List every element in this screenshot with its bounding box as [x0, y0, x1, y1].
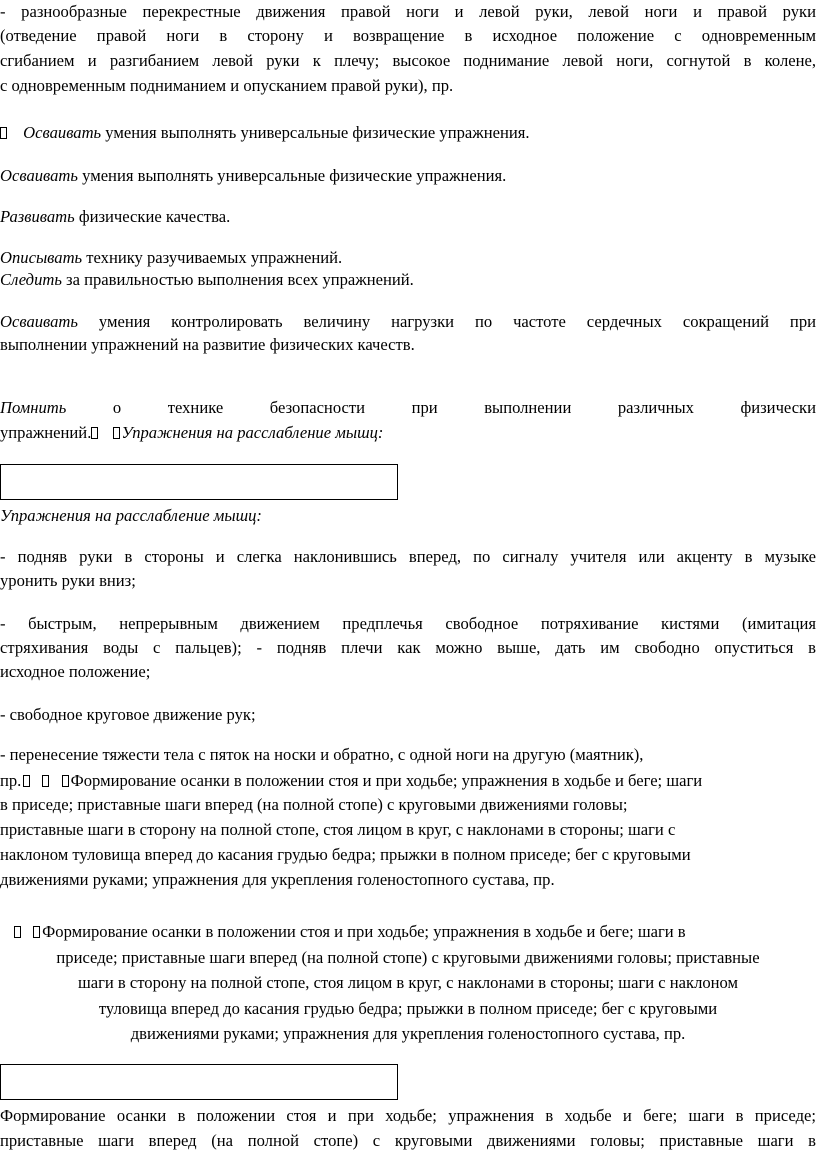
list-item-line: исходное положение; — [0, 662, 151, 681]
list-item-line: стряхивания воды с пальцев); - подняв плечи как можно выше, дать им свободно опуститься в — [0, 638, 816, 657]
objective-text: технику разучиваемых упражнений. — [82, 248, 343, 267]
missing-glyph-icon — [62, 775, 69, 787]
paragraph-line: сгибанием и разгибанием левой руки к плечу; высокое подниманиe левой ноги, согнутой в колене, — [0, 51, 816, 70]
list-item-text: Формирование осанки в положении стоя и при ходьбе; упражнения в ходьбе и беге; шаги — [70, 771, 703, 790]
list-item-line: в приседе; приставные шаги вперед (на полной стопе) с круговыми движениями головы; — [0, 795, 628, 814]
missing-glyph-icon — [113, 427, 120, 439]
objective-verb: Следить — [0, 270, 62, 289]
paragraph-line: (отведение правой ноги в сторону и возвращение в исходное положение с одновременным — [0, 26, 816, 45]
list-item-line: - быстрым, непрерывным движением предплечья свободное потряхивание кистями (имитация — [0, 614, 816, 633]
centered-line: приседе; приставные шаги вперед (на полной стопе) с круговыми движениями головы; приставные — [56, 948, 760, 967]
list-item-line: наклоном туловища вперед до касания грудью бедра; прыжки в полном приседе; бег с круговыми — [0, 845, 691, 864]
objective-verb: Описывать — [0, 248, 83, 267]
objective-line: выполнении упражнений на развитие физических качеств. — [0, 335, 415, 354]
missing-glyph-icon — [23, 775, 30, 787]
objective-line — [0, 205, 816, 229]
list-item-line: приставные шаги в сторону на полной стопе, стоя лицом в круг, с наклонами в стороны; шаги с — [0, 820, 676, 839]
list-item-line: уронить руки вниз; — [0, 571, 136, 590]
objective-verb: Осваивать — [0, 166, 78, 185]
objective-line — [0, 310, 816, 334]
centered-line: шаги в сторону на полной стопе, стоя лицом в круг, с наклонами в стороны; шаги с наклоном — [77, 973, 739, 992]
objective-text: физические качества. — [74, 207, 231, 226]
list-item-line: - подняв руки в стороны и слегка наклонившись вперед, по сигналу учителя или акценту в музыке — [0, 547, 816, 566]
subheading: Упражнения на расслабление мышц: — [121, 423, 384, 442]
missing-glyph-icon — [33, 926, 40, 938]
missing-glyph-icon — [42, 775, 49, 787]
list-item-line: движениями руками; упражнения для укрепления голеностопного сустава, пр. — [0, 870, 555, 889]
centered-text: Формирование осанки в положении стоя и при ходьбе; упражнения в ходьбе и беге; шаги в — [42, 922, 686, 941]
empty-frame — [0, 464, 398, 500]
missing-glyph-icon — [0, 127, 7, 139]
list-item-text: пр. — [0, 771, 22, 790]
paragraph-line: приставные шаги вперед (на полной стопе) с круговыми движениями головы; приставные шаги в — [0, 1131, 816, 1150]
objective-line — [0, 421, 816, 445]
paragraph-line: - разнообразные перекрестные движения правой ноги и левой руки, левой ноги и правой руки — [0, 2, 816, 21]
paragraph-line: Формирование осанки в положении стоя и при ходьбе; упражнения в ходьбе и беге; шаги в приседе; — [0, 1106, 816, 1125]
objective-text: за правильностью выполнения всех упражнений. — [61, 270, 414, 289]
list-item-line — [0, 769, 816, 793]
centered-line — [14, 920, 816, 944]
objective-text: умения контролировать величину нагрузки по частоте сердечных сокращений при — [77, 312, 816, 331]
objective-line — [0, 164, 816, 188]
objective-verb: Осваивать — [23, 123, 102, 142]
missing-glyph-icon — [14, 926, 21, 938]
objective-line — [0, 121, 816, 145]
objective-line — [0, 246, 816, 270]
objective-line — [0, 396, 816, 420]
empty-frame — [0, 1064, 398, 1100]
objective-text: умения выполнять универсальные физические упражнения. — [77, 166, 507, 185]
objective-verb: Помнить — [0, 398, 67, 417]
objective-text: упражнений. — [0, 423, 92, 442]
objective-text: умения выполнять универсальные физические упражнения. — [101, 123, 530, 142]
section-heading: Упражнения на расслабление мышц: — [0, 506, 262, 525]
paragraph-line: с одновременным подниманием и опусканием правой руки), пр. — [0, 76, 454, 95]
missing-glyph-icon — [91, 427, 98, 439]
list-item-line: - свободное круговое движение рук; — [0, 705, 256, 724]
objective-verb: Развивать — [0, 207, 75, 226]
objective-verb: Осваивать — [0, 312, 78, 331]
objective-text: о технике безопасности при выполнении различных физически — [66, 398, 816, 417]
centered-line: движениями руками; упражнения для укрепления голеностопного сустава, пр. — [130, 1024, 686, 1043]
list-item-line: - перенесение тяжести тела с пяток на носки и обратно, с одной ноги на другую (маятник), — [0, 745, 644, 764]
centered-line: туловища вперед до касания грудью бедра; прыжки в полном приседе; бег с круговыми — [98, 999, 718, 1018]
objective-line — [0, 268, 816, 292]
